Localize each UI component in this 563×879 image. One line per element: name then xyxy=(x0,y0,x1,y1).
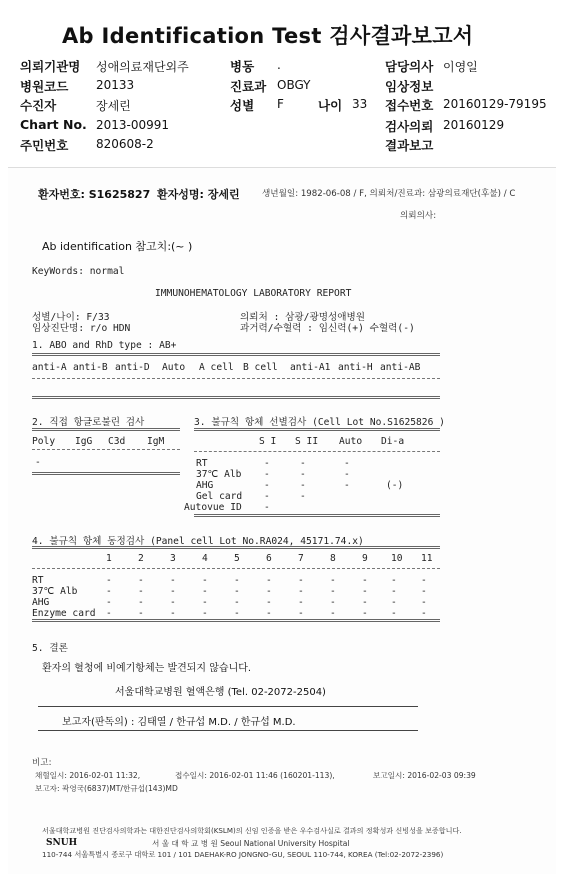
section4-cell: - xyxy=(170,586,176,597)
divider xyxy=(32,396,440,399)
header-label: 진료과 xyxy=(230,79,267,94)
section3-row-label: Autovue ID xyxy=(184,502,242,513)
section3-row-label: Gel card xyxy=(196,491,243,502)
certification-note: 서울대학교병원 진단검사의학과는 대한진단검사의학회(KSLM)의 신임 인증을 받은 우수검사실로 결과의 정확성과 신빙성을 보증합니다. xyxy=(42,826,462,835)
section1-column-header: anti-D xyxy=(115,362,150,373)
section3-cell: - xyxy=(264,491,270,502)
section4-cell: - xyxy=(391,597,397,608)
section4-column-header: 8 xyxy=(330,553,336,564)
header-value: F xyxy=(277,97,284,111)
conclusion-text: 환자의 혈청에 비예기항체는 발견되지 않습니다. xyxy=(42,663,252,674)
section4-row-label: AHG xyxy=(32,597,50,608)
divider xyxy=(194,514,440,517)
section3-cell: - xyxy=(300,491,306,502)
section4-cell: - xyxy=(362,597,368,608)
divider xyxy=(32,472,180,475)
section4-cell: - xyxy=(391,608,397,619)
header-value: . xyxy=(277,58,281,72)
lab-report-title: IMMUNOHEMATOLOGY LABORATORY REPORT xyxy=(155,288,352,299)
section3-column-header: Auto xyxy=(339,436,363,447)
section4-cell: - xyxy=(106,575,112,586)
section4-cell: - xyxy=(266,608,272,619)
header-value: 2013-00991 xyxy=(96,118,170,132)
section3-cell: - xyxy=(344,458,350,469)
section4-cell: - xyxy=(138,586,144,597)
header-label: 접수번호 xyxy=(385,98,434,113)
section4-row-label: RT xyxy=(32,575,44,586)
header-value: 820608-2 xyxy=(96,137,154,151)
keywords: KeyWords: normal xyxy=(32,266,125,277)
section4-cell: - xyxy=(266,575,272,586)
age-label: 나이 xyxy=(318,98,343,113)
sex-age: 성별/나이: F/33 xyxy=(32,312,110,323)
section4-row-label: Enzyme card xyxy=(32,608,96,619)
section4-column-header: 6 xyxy=(266,553,272,564)
header-label: 병동 xyxy=(230,59,255,74)
section4-column-header: 4 xyxy=(202,553,208,564)
section4-cell: - xyxy=(138,597,144,608)
footer-hospital-name: 서 울 대 학 교 병 원 Seoul National University Hospital xyxy=(152,839,350,848)
client: 의뢰처 : 삼광/광명성애병원 xyxy=(240,312,366,323)
section1-column-header: anti-H xyxy=(338,362,373,373)
section4-cell: - xyxy=(266,586,272,597)
footer-address: 110-744 서울특별시 종로구 대학로 101 / 101 DAEHAK-RO JONGNO-GU, SEOUL 110-744, KOREA (Tel:02-2072-2396) xyxy=(42,850,444,859)
section1-column-header: Auto xyxy=(162,362,186,373)
section4-cell: - xyxy=(298,608,304,619)
section4-cell: - xyxy=(234,608,240,619)
header-label: 검사의뢰 xyxy=(385,119,434,134)
section4-cell: - xyxy=(362,608,368,619)
section3-column-header: S I xyxy=(259,436,277,447)
reporting-staff: 보고자: 곽영국(6837)MT/한규섭(143)MD xyxy=(35,784,178,793)
section1-column-header: anti-AB xyxy=(380,362,421,373)
header-label: 주민번호 xyxy=(20,138,69,153)
section4-cell: - xyxy=(421,608,427,619)
report-time: 보고일시: 2016-02-03 09:39 xyxy=(373,771,476,780)
section4-cell: - xyxy=(106,586,112,597)
section4-cell: - xyxy=(421,597,427,608)
section3-column-header: Di-a xyxy=(381,436,405,447)
section4-cell: - xyxy=(202,586,208,597)
section2-column-header: IgM xyxy=(147,436,165,447)
section4-cell: - xyxy=(391,586,397,597)
header-label: Chart No. xyxy=(20,117,87,132)
section2-title: 2. 직접 항글로불린 검사 xyxy=(32,417,145,428)
header-label: 결과보고 xyxy=(385,138,434,153)
page-title: Ab Identification Test 검사결과보고서 xyxy=(62,24,474,48)
header-label: 수진자 xyxy=(20,98,57,113)
divider xyxy=(32,378,440,379)
section4-column-header: 11 xyxy=(421,553,433,564)
section4-column-header: 3 xyxy=(170,553,176,564)
section4-cell: - xyxy=(362,586,368,597)
divider xyxy=(32,568,440,569)
age-value: 33 xyxy=(352,97,368,111)
section4-cell: - xyxy=(298,586,304,597)
header-value: 장세린 xyxy=(96,99,131,113)
patient-name: 환자성명: 장세린 xyxy=(157,188,240,201)
section2-column-header: Poly xyxy=(32,436,56,447)
section4-cell: - xyxy=(138,575,144,586)
section2-column-header: C3d xyxy=(108,436,126,447)
section4-column-header: 5 xyxy=(234,553,240,564)
reference-title: Ab identification 참고치:(~ ) xyxy=(42,240,193,253)
header-value: 20133 xyxy=(96,78,135,92)
section4-cell: - xyxy=(106,597,112,608)
section4-title: 4. 불규칙 항체 동정검사 (Panel cell Lot No.RA024, 45171.74.x) xyxy=(32,536,364,547)
section5-title: 5. 결론 xyxy=(32,643,68,654)
section4-cell: - xyxy=(421,586,427,597)
section4-cell: - xyxy=(170,608,176,619)
header-label: 임상정보 xyxy=(385,79,434,94)
divider xyxy=(38,730,418,731)
section3-cell: (-) xyxy=(386,480,404,491)
section3-cell: - xyxy=(300,458,306,469)
section4-cell: - xyxy=(202,575,208,586)
divider xyxy=(38,706,418,707)
header-label: 성별 xyxy=(230,98,255,113)
section2-column-header: IgG xyxy=(75,436,93,447)
section4-row-label: 37℃ Alb xyxy=(32,586,78,597)
snuh-logo: SNUH xyxy=(46,838,78,848)
collection-time: 채혈일시: 2016-02-01 11:32, xyxy=(35,771,141,780)
header-label: 담당의사 xyxy=(385,59,434,74)
section1-column-header: B cell xyxy=(243,362,278,373)
divider xyxy=(32,449,180,450)
section1-column-header: A cell xyxy=(199,362,234,373)
divider xyxy=(32,353,440,356)
header-value: OBGY xyxy=(277,78,311,92)
section4-cell: - xyxy=(421,575,427,586)
section3-cell: - xyxy=(264,480,270,491)
header-label: 병원코드 xyxy=(20,79,69,94)
section1-column-header: anti-A1 xyxy=(290,362,331,373)
diagnosis: 임상진단명: r/o HDN xyxy=(32,323,131,334)
divider xyxy=(32,428,180,431)
section4-column-header: 2 xyxy=(138,553,144,564)
section1-column-header: anti-A xyxy=(32,362,67,373)
header-label: 의뢰기관명 xyxy=(20,59,81,74)
section4-cell: - xyxy=(266,597,272,608)
header-value: 20160129 xyxy=(443,118,505,132)
divider xyxy=(32,619,440,622)
section4-cell: - xyxy=(234,586,240,597)
section3-cell: - xyxy=(344,469,350,480)
section4-cell: - xyxy=(330,575,336,586)
section3-column-header: S II xyxy=(295,436,319,447)
blood-bank: 서울대학교병원 혈액은행 (Tel. 02-2072-2504) xyxy=(115,687,326,698)
section4-cell: - xyxy=(330,586,336,597)
requesting-doctor: 의뢰의사: xyxy=(400,211,437,221)
section4-cell: - xyxy=(106,608,112,619)
history: 과거력/수혈력 : 임신력(+) 수혈력(-) xyxy=(240,323,415,334)
section3-row-label: RT xyxy=(196,458,208,469)
patient-meta: 생년월일: 1982-06-08 / F, 의뢰처/진료과: 삼광의료재단(후불) / C xyxy=(262,189,516,199)
section4-cell: - xyxy=(138,608,144,619)
header-value: 이영일 xyxy=(443,60,478,74)
section4-column-header: 9 xyxy=(362,553,368,564)
remark-label: 비고: xyxy=(32,758,52,768)
section2-value: - xyxy=(35,457,41,468)
section3-title: 3. 불규칙 항체 선별검사 (Cell Lot No.S1625826 ) xyxy=(194,417,445,428)
section4-cell: - xyxy=(234,597,240,608)
section3-row-label: 37℃ Alb xyxy=(196,469,242,480)
divider xyxy=(194,451,440,452)
section1-title: 1. ABO and RhD type : AB+ xyxy=(32,340,177,351)
section4-column-header: 7 xyxy=(298,553,304,564)
section4-cell: - xyxy=(298,575,304,586)
section3-cell: - xyxy=(264,502,270,513)
section4-cell: - xyxy=(330,597,336,608)
section3-row-label: AHG xyxy=(196,480,214,491)
section4-column-header: 1 xyxy=(106,553,112,564)
section1-column-header: anti-B xyxy=(73,362,108,373)
section4-cell: - xyxy=(202,608,208,619)
section3-cell: - xyxy=(264,458,270,469)
reporter: 보고자(판독의) : 김태열 / 한규섭 M.D. / 한규섭 M.D. xyxy=(62,717,296,728)
section4-cell: - xyxy=(170,575,176,586)
section4-cell: - xyxy=(234,575,240,586)
divider xyxy=(32,546,440,549)
header-value: 20160129-79195 xyxy=(443,97,547,111)
section4-cell: - xyxy=(170,597,176,608)
section4-cell: - xyxy=(330,608,336,619)
section3-cell: - xyxy=(300,469,306,480)
patient-number: 환자번호: S1625827 xyxy=(38,188,151,201)
section4-cell: - xyxy=(391,575,397,586)
receipt-time: 접수일시: 2016-02-01 11:46 (160201-113), xyxy=(175,771,335,780)
section4-cell: - xyxy=(202,597,208,608)
header-value: 성애의료재단외주 xyxy=(96,60,189,74)
section4-cell: - xyxy=(362,575,368,586)
section4-column-header: 10 xyxy=(391,553,403,564)
section4-cell: - xyxy=(298,597,304,608)
section3-cell: - xyxy=(264,469,270,480)
section3-cell: - xyxy=(344,480,350,491)
section3-cell: - xyxy=(300,480,306,491)
divider xyxy=(194,428,440,431)
